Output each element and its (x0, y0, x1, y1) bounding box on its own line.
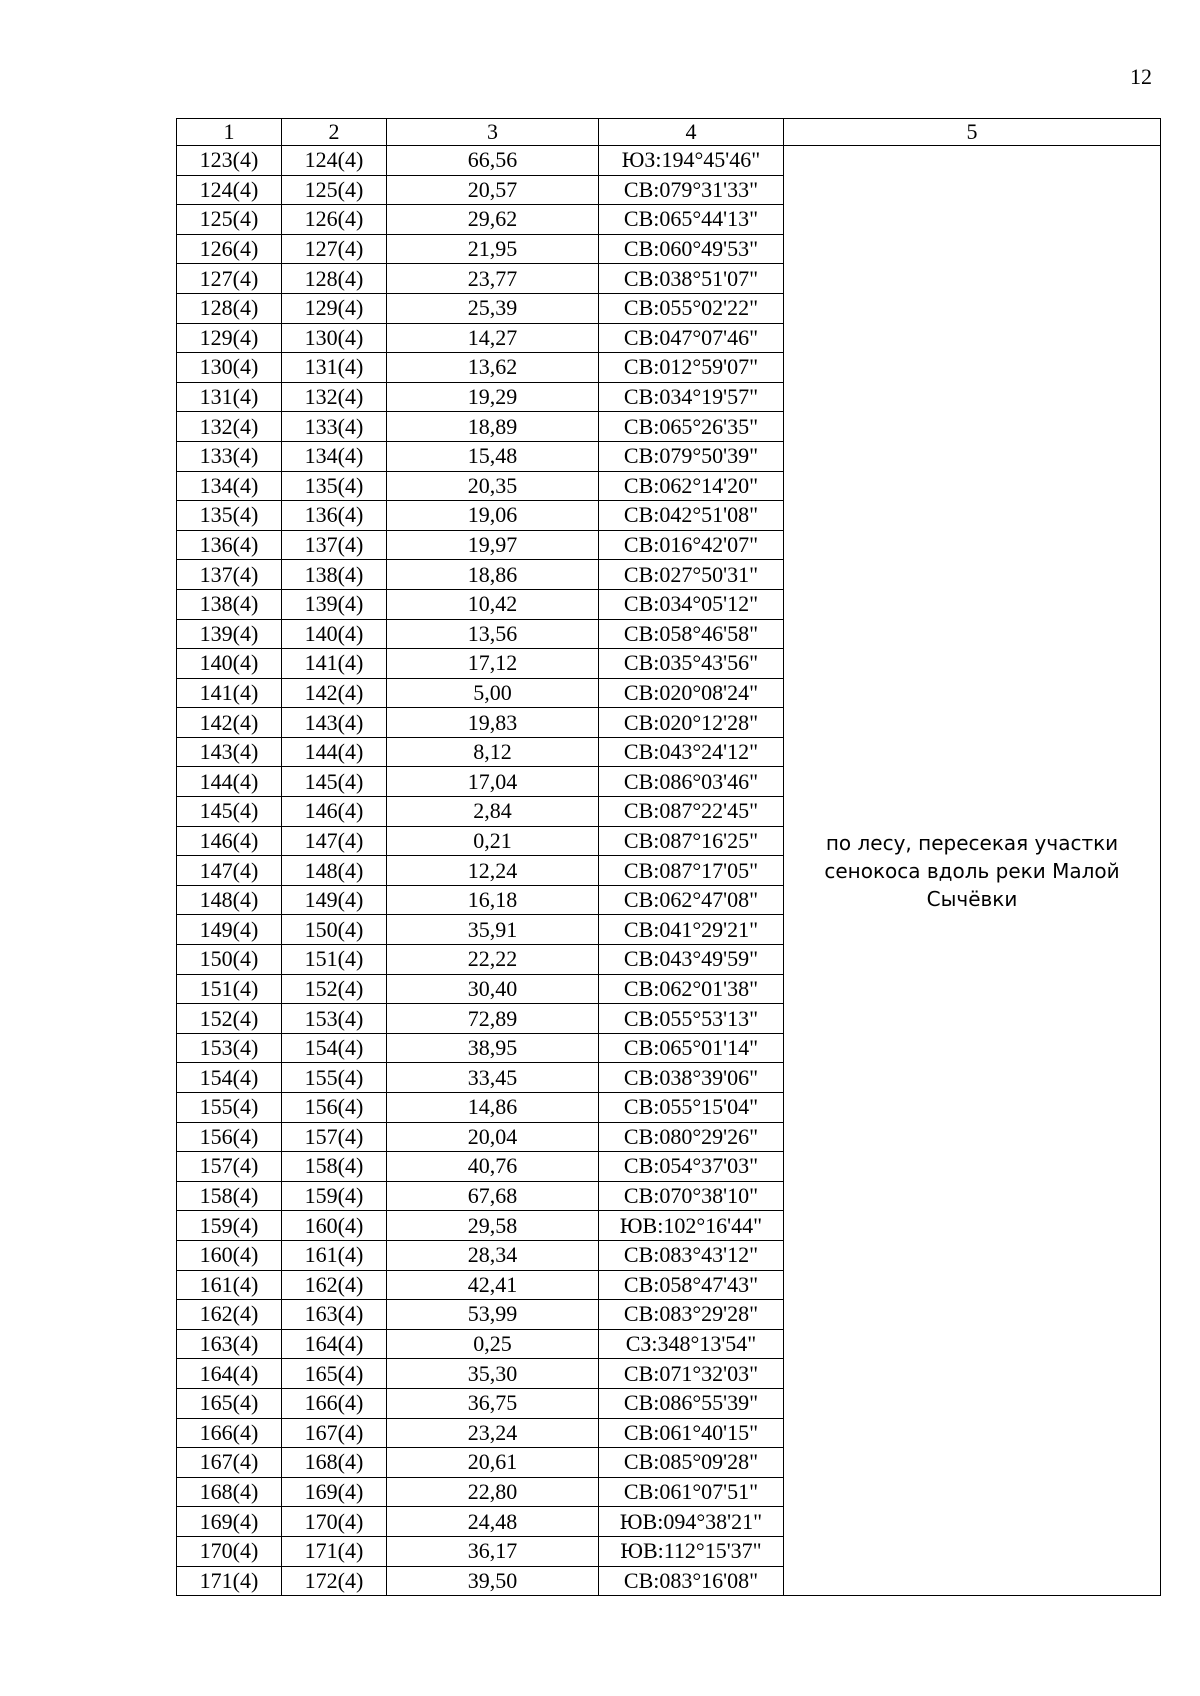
length-cell: 15,48 (387, 441, 599, 471)
column-header: 2 (282, 119, 387, 146)
bearing-cell: СВ:027°50'31" (599, 560, 784, 590)
to-point-cell: 139(4) (282, 589, 387, 619)
from-point-cell: 157(4) (177, 1152, 282, 1182)
from-point-cell: 144(4) (177, 767, 282, 797)
length-cell: 35,91 (387, 915, 599, 945)
from-point-cell: 156(4) (177, 1122, 282, 1152)
to-point-cell: 154(4) (282, 1033, 387, 1063)
from-point-cell: 146(4) (177, 826, 282, 856)
bearing-cell: СВ:020°12'28" (599, 708, 784, 738)
from-point-cell: 154(4) (177, 1063, 282, 1093)
bearing-cell: СВ:055°15'04" (599, 1093, 784, 1123)
length-cell: 33,45 (387, 1063, 599, 1093)
to-point-cell: 133(4) (282, 412, 387, 442)
bearing-cell: ЮЗ:194°45'46" (599, 146, 784, 176)
from-point-cell: 135(4) (177, 501, 282, 531)
column-header: 4 (599, 119, 784, 146)
bearing-cell: СВ:041°29'21" (599, 915, 784, 945)
length-cell: 18,89 (387, 412, 599, 442)
column-header: 1 (177, 119, 282, 146)
remark-cell: по лесу, пересекая участки сенокоса вдоль реки Малой Сычёвки (784, 146, 1161, 1596)
to-point-cell: 140(4) (282, 619, 387, 649)
table-header-row (177, 119, 1161, 146)
from-point-cell: 165(4) (177, 1388, 282, 1418)
bearing-cell: СВ:043°24'12" (599, 737, 784, 767)
bearing-cell: СВ:047°07'46" (599, 323, 784, 353)
bearing-cell: СВ:060°49'53" (599, 234, 784, 264)
length-cell: 21,95 (387, 234, 599, 264)
length-cell: 40,76 (387, 1152, 599, 1182)
length-cell: 30,40 (387, 974, 599, 1004)
to-point-cell: 144(4) (282, 737, 387, 767)
bearing-cell: СВ:034°19'57" (599, 382, 784, 412)
bearing-cell: СВ:020°08'24" (599, 678, 784, 708)
length-cell: 20,35 (387, 471, 599, 501)
length-cell: 18,86 (387, 560, 599, 590)
to-point-cell: 141(4) (282, 649, 387, 679)
from-point-cell: 153(4) (177, 1033, 282, 1063)
to-point-cell: 157(4) (282, 1122, 387, 1152)
to-point-cell: 162(4) (282, 1270, 387, 1300)
from-point-cell: 160(4) (177, 1240, 282, 1270)
bearing-cell: СВ:065°26'35" (599, 412, 784, 442)
length-cell: 25,39 (387, 293, 599, 323)
length-cell: 36,17 (387, 1536, 599, 1566)
to-point-cell: 146(4) (282, 797, 387, 827)
length-cell: 23,24 (387, 1418, 599, 1448)
from-point-cell: 169(4) (177, 1507, 282, 1537)
length-cell: 0,21 (387, 826, 599, 856)
to-point-cell: 150(4) (282, 915, 387, 945)
to-point-cell: 128(4) (282, 264, 387, 294)
from-point-cell: 141(4) (177, 678, 282, 708)
length-cell: 66,56 (387, 146, 599, 176)
bearing-cell: СВ:086°55'39" (599, 1388, 784, 1418)
to-point-cell: 161(4) (282, 1240, 387, 1270)
bearing-cell: СВ:065°44'13" (599, 205, 784, 235)
bearing-cell: ЮВ:112°15'37" (599, 1536, 784, 1566)
to-point-cell: 147(4) (282, 826, 387, 856)
bearing-cell: СВ:016°42'07" (599, 530, 784, 560)
bearing-cell: СВ:058°47'43" (599, 1270, 784, 1300)
to-point-cell: 134(4) (282, 441, 387, 471)
from-point-cell: 123(4) (177, 146, 282, 176)
to-point-cell: 137(4) (282, 530, 387, 560)
bearing-cell: СВ:062°01'38" (599, 974, 784, 1004)
length-cell: 14,86 (387, 1093, 599, 1123)
from-point-cell: 139(4) (177, 619, 282, 649)
bearing-cell: СВ:054°37'03" (599, 1152, 784, 1182)
from-point-cell: 167(4) (177, 1448, 282, 1478)
from-point-cell: 164(4) (177, 1359, 282, 1389)
length-cell: 14,27 (387, 323, 599, 353)
length-cell: 20,04 (387, 1122, 599, 1152)
length-cell: 10,42 (387, 589, 599, 619)
to-point-cell: 132(4) (282, 382, 387, 412)
to-point-cell: 169(4) (282, 1477, 387, 1507)
length-cell: 19,29 (387, 382, 599, 412)
bearing-cell: СВ:086°03'46" (599, 767, 784, 797)
from-point-cell: 142(4) (177, 708, 282, 738)
bearing-cell: ЮВ:094°38'21" (599, 1507, 784, 1537)
from-point-cell: 130(4) (177, 353, 282, 383)
from-point-cell: 140(4) (177, 649, 282, 679)
bearing-cell: СВ:034°05'12" (599, 589, 784, 619)
to-point-cell: 168(4) (282, 1448, 387, 1478)
length-cell: 24,48 (387, 1507, 599, 1537)
from-point-cell: 138(4) (177, 589, 282, 619)
length-cell: 13,62 (387, 353, 599, 383)
bearing-cell: СВ:061°07'51" (599, 1477, 784, 1507)
bearing-cell: СВ:071°32'03" (599, 1359, 784, 1389)
to-point-cell: 138(4) (282, 560, 387, 590)
bearing-cell: СВ:087°16'25" (599, 826, 784, 856)
to-point-cell: 153(4) (282, 1004, 387, 1034)
bearing-cell: СВ:038°51'07" (599, 264, 784, 294)
length-cell: 29,62 (387, 205, 599, 235)
length-cell: 8,12 (387, 737, 599, 767)
to-point-cell: 136(4) (282, 501, 387, 531)
bearing-cell: СВ:061°40'15" (599, 1418, 784, 1448)
length-cell: 29,58 (387, 1211, 599, 1241)
from-point-cell: 131(4) (177, 382, 282, 412)
length-cell: 67,68 (387, 1181, 599, 1211)
from-point-cell: 161(4) (177, 1270, 282, 1300)
length-cell: 0,25 (387, 1329, 599, 1359)
to-point-cell: 171(4) (282, 1536, 387, 1566)
to-point-cell: 129(4) (282, 293, 387, 323)
to-point-cell: 158(4) (282, 1152, 387, 1182)
from-point-cell: 171(4) (177, 1566, 282, 1596)
from-point-cell: 155(4) (177, 1093, 282, 1123)
length-cell: 22,22 (387, 945, 599, 975)
from-point-cell: 128(4) (177, 293, 282, 323)
table-row (177, 146, 1161, 176)
length-cell: 2,84 (387, 797, 599, 827)
to-point-cell: 159(4) (282, 1181, 387, 1211)
to-point-cell: 125(4) (282, 175, 387, 205)
from-point-cell: 129(4) (177, 323, 282, 353)
page-number: 12 (1130, 64, 1152, 89)
bearing-cell: СВ:083°43'12" (599, 1240, 784, 1270)
from-point-cell: 159(4) (177, 1211, 282, 1241)
to-point-cell: 127(4) (282, 234, 387, 264)
bearing-cell: СВ:079°50'39" (599, 441, 784, 471)
from-point-cell: 170(4) (177, 1536, 282, 1566)
from-point-cell: 136(4) (177, 530, 282, 560)
to-point-cell: 124(4) (282, 146, 387, 176)
length-cell: 38,95 (387, 1033, 599, 1063)
from-point-cell: 127(4) (177, 264, 282, 294)
from-point-cell: 137(4) (177, 560, 282, 590)
length-cell: 39,50 (387, 1566, 599, 1596)
length-cell: 28,34 (387, 1240, 599, 1270)
to-point-cell: 164(4) (282, 1329, 387, 1359)
from-point-cell: 126(4) (177, 234, 282, 264)
length-cell: 72,89 (387, 1004, 599, 1034)
bearing-cell: СВ:080°29'26" (599, 1122, 784, 1152)
to-point-cell: 156(4) (282, 1093, 387, 1123)
length-cell: 22,80 (387, 1477, 599, 1507)
from-point-cell: 125(4) (177, 205, 282, 235)
length-cell: 36,75 (387, 1388, 599, 1418)
bearing-cell: СВ:083°16'08" (599, 1566, 784, 1596)
to-point-cell: 130(4) (282, 323, 387, 353)
bearing-cell: СВ:079°31'33" (599, 175, 784, 205)
from-point-cell: 148(4) (177, 885, 282, 915)
length-cell: 23,77 (387, 264, 599, 294)
to-point-cell: 152(4) (282, 974, 387, 1004)
length-cell: 17,12 (387, 649, 599, 679)
bearing-cell: СВ:055°02'22" (599, 293, 784, 323)
from-point-cell: 150(4) (177, 945, 282, 975)
to-point-cell: 151(4) (282, 945, 387, 975)
from-point-cell: 152(4) (177, 1004, 282, 1034)
from-point-cell: 124(4) (177, 175, 282, 205)
from-point-cell: 133(4) (177, 441, 282, 471)
from-point-cell: 147(4) (177, 856, 282, 886)
length-cell: 20,61 (387, 1448, 599, 1478)
to-point-cell: 143(4) (282, 708, 387, 738)
bearing-cell: СВ:085°09'28" (599, 1448, 784, 1478)
from-point-cell: 134(4) (177, 471, 282, 501)
length-cell: 12,24 (387, 856, 599, 886)
to-point-cell: 167(4) (282, 1418, 387, 1448)
length-cell: 19,83 (387, 708, 599, 738)
bearing-cell: СВ:083°29'28" (599, 1300, 784, 1330)
to-point-cell: 166(4) (282, 1388, 387, 1418)
length-cell: 5,00 (387, 678, 599, 708)
from-point-cell: 149(4) (177, 915, 282, 945)
bearing-cell: СВ:065°01'14" (599, 1033, 784, 1063)
to-point-cell: 165(4) (282, 1359, 387, 1389)
length-cell: 13,56 (387, 619, 599, 649)
to-point-cell: 160(4) (282, 1211, 387, 1241)
bearing-cell: СВ:087°17'05" (599, 856, 784, 886)
bearing-cell: СВ:012°59'07" (599, 353, 784, 383)
to-point-cell: 149(4) (282, 885, 387, 915)
to-point-cell: 172(4) (282, 1566, 387, 1596)
from-point-cell: 162(4) (177, 1300, 282, 1330)
to-point-cell: 155(4) (282, 1063, 387, 1093)
from-point-cell: 143(4) (177, 737, 282, 767)
length-cell: 53,99 (387, 1300, 599, 1330)
bearing-cell: СВ:042°51'08" (599, 501, 784, 531)
length-cell: 20,57 (387, 175, 599, 205)
from-point-cell: 166(4) (177, 1418, 282, 1448)
bearing-cell: СВ:038°39'06" (599, 1063, 784, 1093)
bearing-cell: СВ:043°49'59" (599, 945, 784, 975)
column-header: 5 (784, 119, 1161, 146)
length-cell: 35,30 (387, 1359, 599, 1389)
length-cell: 19,06 (387, 501, 599, 531)
bearing-cell: СВ:087°22'45" (599, 797, 784, 827)
column-header: 3 (387, 119, 599, 146)
length-cell: 19,97 (387, 530, 599, 560)
from-point-cell: 132(4) (177, 412, 282, 442)
from-point-cell: 168(4) (177, 1477, 282, 1507)
bearing-cell: СВ:070°38'10" (599, 1181, 784, 1211)
to-point-cell: 135(4) (282, 471, 387, 501)
from-point-cell: 163(4) (177, 1329, 282, 1359)
bearing-cell: СВ:058°46'58" (599, 619, 784, 649)
table-body (177, 146, 1161, 1596)
to-point-cell: 131(4) (282, 353, 387, 383)
from-point-cell: 151(4) (177, 974, 282, 1004)
length-cell: 16,18 (387, 885, 599, 915)
bearing-cell: СЗ:348°13'54" (599, 1329, 784, 1359)
length-cell: 42,41 (387, 1270, 599, 1300)
to-point-cell: 142(4) (282, 678, 387, 708)
to-point-cell: 145(4) (282, 767, 387, 797)
to-point-cell: 148(4) (282, 856, 387, 886)
bearing-cell: СВ:062°47'08" (599, 885, 784, 915)
to-point-cell: 163(4) (282, 1300, 387, 1330)
to-point-cell: 126(4) (282, 205, 387, 235)
from-point-cell: 158(4) (177, 1181, 282, 1211)
bearing-cell: СВ:035°43'56" (599, 649, 784, 679)
bearing-cell: СВ:055°53'13" (599, 1004, 784, 1034)
bearing-cell: СВ:062°14'20" (599, 471, 784, 501)
to-point-cell: 170(4) (282, 1507, 387, 1537)
length-cell: 17,04 (387, 767, 599, 797)
boundary-table (176, 118, 1161, 1596)
bearing-cell: ЮВ:102°16'44" (599, 1211, 784, 1241)
from-point-cell: 145(4) (177, 797, 282, 827)
